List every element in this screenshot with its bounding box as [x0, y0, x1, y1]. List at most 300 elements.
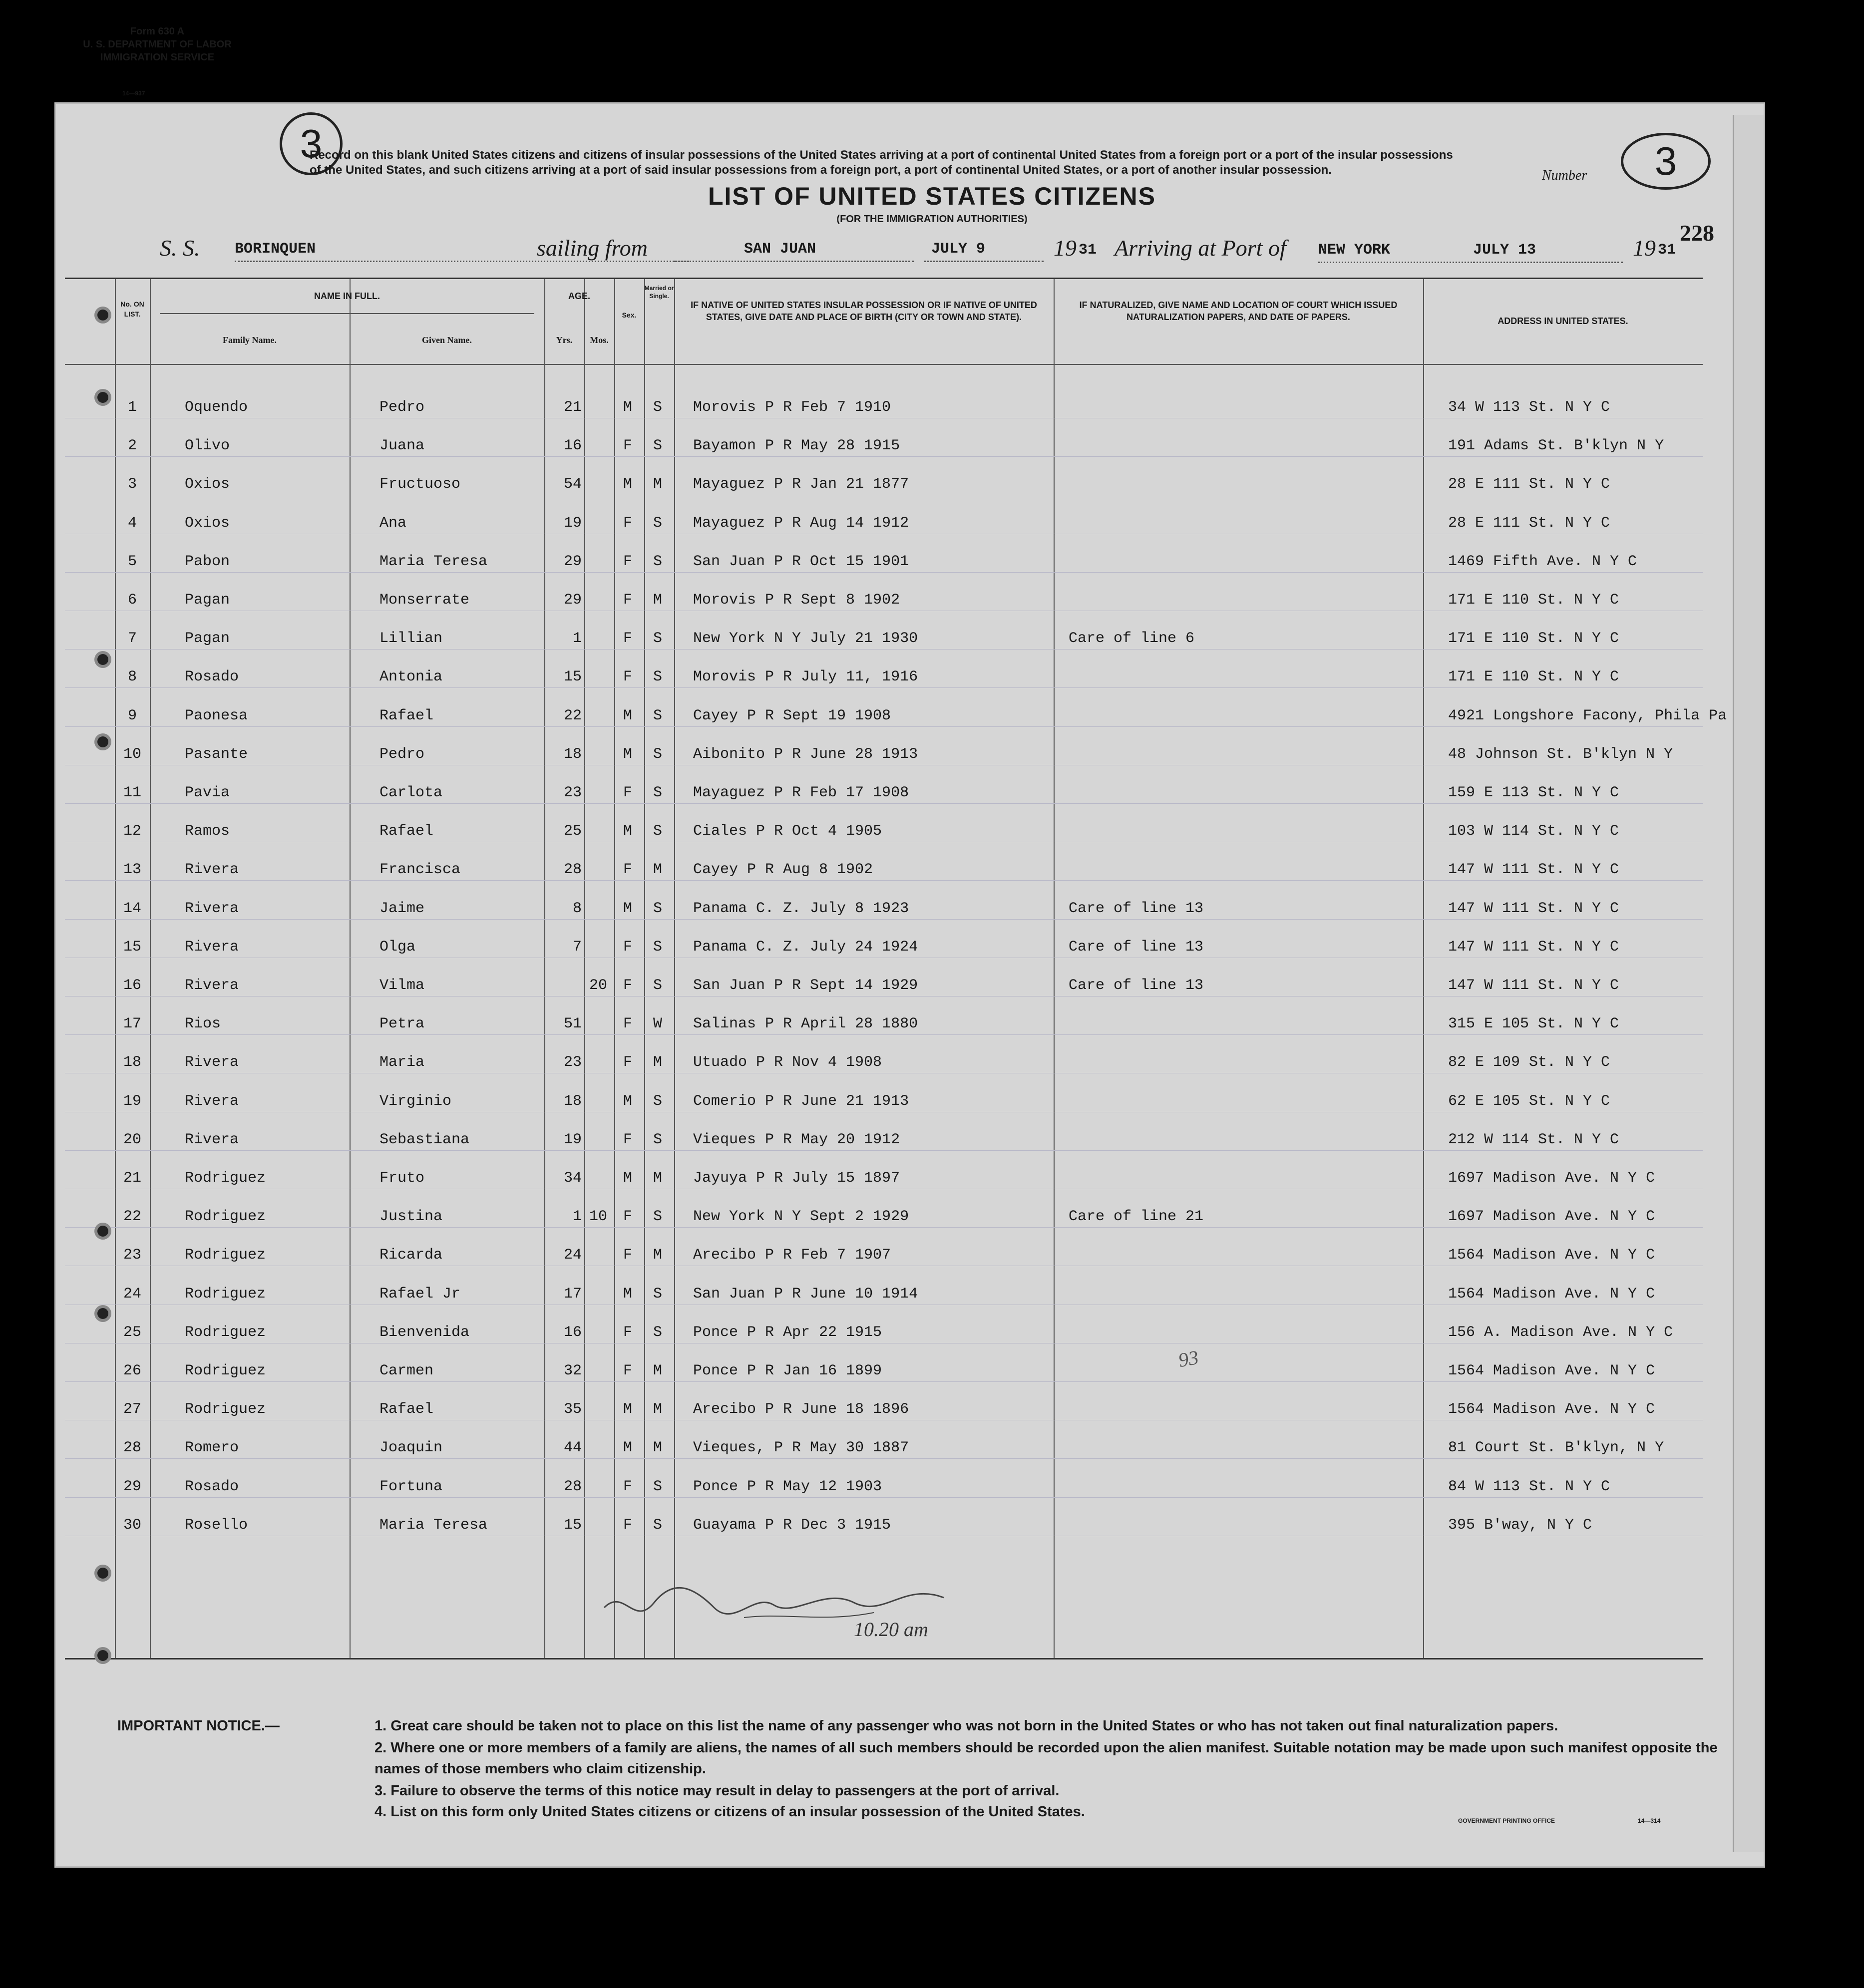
cell-yrs: 32 — [563, 1362, 582, 1379]
cell-sex: F — [623, 592, 633, 609]
printer-line: GOVERNMENT PRINTING OFFICE — [1458, 1817, 1555, 1824]
punch-hole — [97, 1226, 108, 1237]
cell-ms: M — [653, 1362, 663, 1379]
cell-given: Rafael — [379, 1401, 434, 1418]
cell-ms: M — [653, 592, 663, 609]
cell-family: Rivera — [185, 938, 239, 956]
table-row — [65, 630, 1703, 648]
col-family: Family Name. — [223, 335, 277, 345]
cell-ms: W — [653, 1015, 663, 1033]
cell-given: Rafael — [379, 707, 434, 724]
cell-sex: M — [623, 1401, 633, 1418]
cell-sex: M — [623, 900, 633, 917]
punch-hole — [97, 1650, 108, 1661]
cell-yrs: 1 — [572, 1208, 582, 1226]
cell-given: Monserrate — [379, 592, 470, 609]
cell-yrs: 24 — [563, 1247, 582, 1264]
cell-sex: F — [623, 1015, 633, 1033]
col-no: No. ON LIST. — [120, 300, 144, 318]
cell-yrs: 25 — [563, 823, 582, 840]
signature-scribble — [594, 1558, 1004, 1643]
cell-sex: F — [623, 938, 633, 956]
cell-yrs: 35 — [563, 1401, 582, 1418]
record-instructions: Record on this blank United States citizens and citizens of insular possessions of the United States arriving at a port of continental United States from a foreign port or a port of the insular possessions of the United States, and such citizens arriving at a port of said insular possessions from a foreign port, a port of continental United States, or a port of another insular possession. — [310, 148, 1453, 177]
cell-mos: 10 — [589, 1208, 608, 1226]
cell-ms: S — [653, 823, 663, 840]
cell-birth: Guayama P R Dec 3 1915 — [693, 1516, 891, 1534]
cell-no: 26 — [123, 1362, 141, 1379]
cell-given: Maria — [379, 1054, 425, 1071]
cell-sex: F — [623, 1247, 633, 1264]
cell-yrs: 17 — [563, 1285, 582, 1303]
cell-given: Antonia — [379, 668, 443, 686]
cell-sex: F — [623, 553, 633, 570]
cell-no: 25 — [123, 1324, 141, 1341]
cell-addr: 103 W 114 St. N Y C — [1448, 823, 1619, 840]
table-row — [65, 1286, 1703, 1304]
cell-given: Fortuna — [379, 1478, 443, 1495]
cell-addr: 28 E 111 St. N Y C — [1448, 476, 1610, 493]
cell-family: Rodriguez — [185, 1324, 266, 1341]
cell-yrs: 15 — [563, 668, 582, 686]
footer-code: 14—314 — [1638, 1817, 1661, 1824]
table-row — [65, 784, 1703, 802]
cell-no: 4 — [127, 514, 137, 532]
cell-ms: M — [653, 1439, 663, 1457]
cell-family: Rodriguez — [185, 1247, 266, 1264]
cell-yrs: 19 — [563, 514, 582, 532]
cell-addr: 81 Court St. B'klyn, N Y — [1448, 1439, 1664, 1457]
cell-birth: Salinas P R April 28 1880 — [693, 1015, 918, 1033]
form-id-block — [82, 25, 232, 100]
punch-hole — [97, 1308, 108, 1319]
cell-given: Francisca — [379, 861, 461, 879]
cell-ms: S — [653, 668, 663, 686]
notice-label: IMPORTANT NOTICE.— — [117, 1718, 280, 1734]
cell-birth: Mayaguez P R Aug 14 1912 — [693, 514, 909, 532]
col-given: Given Name. — [422, 335, 472, 345]
cell-addr: 1564 Madison Ave. N Y C — [1448, 1247, 1655, 1264]
page-subtitle: (FOR THE IMMIGRATION AUTHORITIES) — [836, 214, 1028, 225]
passenger-table — [65, 278, 1727, 1659]
cell-mos: 20 — [589, 977, 608, 994]
cell-yrs: 22 — [563, 707, 582, 724]
punch-hole — [97, 310, 108, 321]
cell-sex: F — [623, 861, 633, 879]
table-row — [65, 1362, 1703, 1380]
table-row — [65, 437, 1703, 455]
cell-yrs: 19 — [563, 1131, 582, 1148]
cell-given: Joaquin — [379, 1439, 443, 1457]
cell-birth: Cayey P R Aug 8 1902 — [693, 861, 873, 879]
cell-family: Pagan — [185, 592, 230, 609]
cell-given: Fructuoso — [379, 476, 461, 493]
cell-no: 9 — [127, 707, 137, 724]
cell-given: Rafael — [379, 823, 434, 840]
cell-given: Lillian — [379, 630, 443, 648]
table-row — [65, 746, 1703, 764]
table-row — [65, 399, 1703, 417]
cell-yrs: 34 — [563, 1170, 582, 1187]
cell-family: Rivera — [185, 1054, 239, 1071]
form-line: U. S. DEPARTMENT OF LABOR — [83, 39, 232, 50]
ss-label: S. S. — [160, 235, 200, 261]
col-yrs: Yrs. — [556, 335, 573, 345]
voyage-line — [160, 235, 1758, 265]
cell-yrs: 7 — [572, 938, 582, 956]
cell-birth: Vieques P R May 20 1912 — [693, 1131, 900, 1148]
cell-birth: Ciales P R Oct 4 1905 — [693, 823, 882, 840]
cell-ms: S — [653, 1478, 663, 1495]
cell-birth: New York N Y Sept 2 1929 — [693, 1208, 909, 1226]
cell-given: Pedro — [379, 745, 425, 763]
punch-hole — [97, 1568, 108, 1579]
notice-item: 1. Great care should be taken not to place on this list the name of any passenger who was not born in the United States or who has not taken out final naturalization papers. — [374, 1718, 1558, 1734]
form-line: Form 630 A — [130, 26, 185, 37]
left-circled-number: 3 — [280, 112, 343, 175]
notice-item: 2. Where one or more members of a family are aliens, the names of all such members should be recorded upon the alien manifest. Suitable notation may be made upon such manifest opposite the names of those members who claim citizenship. — [374, 1740, 1718, 1777]
cell-no: 22 — [123, 1208, 141, 1226]
col-mos: Mos. — [590, 335, 609, 345]
cell-birth: Utuado P R Nov 4 1908 — [693, 1054, 882, 1071]
cell-ms: S — [653, 1092, 663, 1110]
cell-sex: M — [623, 823, 633, 840]
notice-item: 4. List on this form only United States citizens or citizens of an insular possession of the United States. — [374, 1804, 1085, 1820]
cell-yrs: 1 — [572, 630, 582, 648]
cell-family: Rodriguez — [185, 1362, 266, 1379]
cell-yrs: 21 — [563, 399, 582, 416]
table-row — [65, 1439, 1703, 1457]
table-row — [65, 1131, 1703, 1149]
cell-family: Rodriguez — [185, 1208, 266, 1226]
cell-no: 3 — [127, 476, 137, 493]
arriving-label: Arriving at Port of — [1115, 235, 1286, 261]
table-row — [65, 1015, 1703, 1033]
punch-hole — [97, 736, 108, 747]
cell-birth: Aibonito P R June 28 1913 — [693, 745, 918, 763]
cell-birth: Cayey P R Sept 19 1908 — [693, 707, 891, 724]
form-line: IMMIGRATION SERVICE — [100, 52, 215, 63]
cell-ms: S — [653, 553, 663, 570]
cell-birth: Ponce P R Jan 16 1899 — [693, 1362, 882, 1379]
cell-sex: M — [623, 476, 633, 493]
cell-given: Fruto — [379, 1170, 425, 1187]
page-number: 228 — [1680, 220, 1714, 246]
cell-ms: S — [653, 514, 663, 532]
cell-nat: Care of line 13 — [1069, 938, 1204, 956]
cell-no: 29 — [123, 1478, 141, 1495]
cell-addr: 159 E 113 St. N Y C — [1448, 784, 1619, 801]
cell-no: 18 — [123, 1054, 141, 1071]
col-married: Married or Single. — [644, 285, 674, 300]
cell-no: 28 — [123, 1439, 141, 1457]
cell-addr: 171 E 110 St. N Y C — [1448, 630, 1619, 648]
punch-hole — [97, 392, 108, 403]
cell-no: 21 — [123, 1170, 141, 1187]
cell-given: Bienvenida — [379, 1324, 470, 1341]
notice-item: 3. Failure to observe the terms of this notice may result in delay to passengers at the port of arrival. — [374, 1783, 1060, 1799]
table-row — [65, 1054, 1703, 1072]
cell-birth: Jayuya P R July 15 1897 — [693, 1170, 900, 1187]
cell-no: 8 — [127, 668, 137, 686]
cell-family: Pasante — [185, 745, 248, 763]
cell-addr: 28 E 111 St. N Y C — [1448, 514, 1610, 532]
cell-ms: M — [653, 476, 663, 493]
cell-no: 2 — [127, 437, 137, 455]
cell-ms: M — [653, 861, 663, 879]
cell-sex: F — [623, 630, 633, 648]
cell-addr: 212 W 114 St. N Y C — [1448, 1131, 1619, 1148]
cell-given: Maria Teresa — [379, 1516, 488, 1534]
number-label: Number — [1542, 168, 1587, 183]
cell-birth: Mayaguez P R Feb 17 1908 — [693, 784, 909, 801]
cell-no: 6 — [127, 592, 137, 609]
cell-addr: 48 Johnson St. B'klyn N Y — [1448, 745, 1673, 763]
cell-family: Rosado — [185, 1478, 239, 1495]
cell-given: Maria Teresa — [379, 553, 488, 570]
col-naturalized: IF NATURALIZED, GIVE NAME AND LOCATION OF COURT WHICH ISSUED NATURALIZATION PAPERS, AND DATE OF PAPERS. — [1079, 300, 1398, 322]
cell-family: Rivera — [185, 977, 239, 994]
cell-given: Jaime — [379, 900, 425, 917]
cell-ms: S — [653, 784, 663, 801]
cell-sex: F — [623, 1324, 633, 1341]
cell-family: Romero — [185, 1439, 239, 1457]
table-row — [65, 861, 1703, 879]
cell-family: Olivo — [185, 437, 230, 455]
cell-family: Pavia — [185, 784, 230, 801]
cell-family: Rodriguez — [185, 1170, 266, 1187]
cell-family: Rivera — [185, 861, 239, 879]
cell-no: 16 — [123, 977, 141, 994]
cell-sex: M — [623, 1439, 633, 1457]
cell-yrs: 28 — [563, 1478, 582, 1495]
cell-yrs: 29 — [563, 592, 582, 609]
cell-birth: Comerio P R June 21 1913 — [693, 1092, 909, 1110]
cell-sex: M — [623, 707, 633, 724]
cell-sex: F — [623, 1516, 633, 1534]
cell-no: 19 — [123, 1092, 141, 1110]
form-code: 14—937 — [122, 90, 145, 97]
cell-ms: S — [653, 437, 663, 455]
cell-given: Ricarda — [379, 1247, 443, 1264]
cell-addr: 1469 Fifth Ave. N Y C — [1448, 553, 1637, 570]
depart-year: 31 — [1079, 242, 1097, 259]
cell-sex: F — [623, 1362, 633, 1379]
cell-ms: S — [653, 399, 663, 416]
sailing-label: sailing from — [537, 235, 648, 261]
cell-birth: Morovis P R July 11, 1916 — [693, 668, 918, 686]
cell-given: Olga — [379, 938, 416, 956]
cell-family: Oquendo — [185, 399, 248, 416]
cell-yrs: 23 — [563, 784, 582, 801]
arrive-year: 31 — [1658, 242, 1676, 259]
cell-no: 24 — [123, 1285, 141, 1303]
cell-addr: 1564 Madison Ave. N Y C — [1448, 1401, 1655, 1418]
cell-sex: F — [623, 437, 633, 455]
cell-addr: 4921 Longshore Facony, Phila Pa — [1448, 707, 1727, 724]
year-prefix: 19 — [1054, 235, 1077, 261]
cell-ms: M — [653, 1401, 663, 1418]
table-row — [65, 707, 1727, 725]
table-row — [65, 1401, 1703, 1419]
cell-addr: 315 E 105 St. N Y C — [1448, 1015, 1619, 1033]
cell-no: 5 — [127, 553, 137, 570]
cell-no: 10 — [123, 745, 141, 763]
cell-ms: S — [653, 1131, 663, 1148]
table-row — [65, 1208, 1703, 1226]
cell-given: Vilma — [379, 977, 425, 994]
cell-nat: Care of line 6 — [1069, 630, 1195, 648]
cell-sex: M — [623, 399, 633, 416]
cell-family: Rodriguez — [185, 1401, 266, 1418]
cell-ms: S — [653, 977, 663, 994]
cell-no: 12 — [123, 823, 141, 840]
cell-family: Rosado — [185, 668, 239, 686]
cell-yrs: 16 — [563, 437, 582, 455]
ship-name: BORINQUEN — [235, 241, 316, 258]
table-row — [65, 1093, 1703, 1111]
col-sex: Sex. — [622, 311, 637, 319]
cell-birth: Ponce P R Apr 22 1915 — [693, 1324, 882, 1341]
table-row — [65, 1478, 1703, 1496]
punch-hole — [97, 654, 108, 665]
cell-family: Pabon — [185, 553, 230, 570]
cell-sex: M — [623, 1092, 633, 1110]
to-port: NEW YORK — [1318, 242, 1391, 259]
col-address: ADDRESS IN UNITED STATES. — [1497, 316, 1628, 326]
cell-family: Rodriguez — [185, 1285, 266, 1303]
cell-ms: S — [653, 707, 663, 724]
cell-nat: Care of line 21 — [1069, 1208, 1204, 1226]
cell-birth: Panama C. Z. July 24 1924 — [693, 938, 918, 956]
cell-given: Sebastiana — [379, 1131, 470, 1148]
table-row — [65, 1247, 1703, 1265]
table-row — [65, 592, 1703, 610]
cell-birth: Vieques, P R May 30 1887 — [693, 1439, 909, 1457]
cell-ms: M — [653, 1247, 663, 1264]
cell-birth: Arecibo P R June 18 1896 — [693, 1401, 909, 1418]
cell-addr: 156 A. Madison Ave. N Y C — [1448, 1324, 1673, 1341]
page-title: LIST OF UNITED STATES CITIZENS — [708, 182, 1156, 210]
cell-birth: New York N Y July 21 1930 — [693, 630, 918, 648]
cell-family: Oxios — [185, 514, 230, 532]
cell-sex: F — [623, 1208, 633, 1226]
cell-addr: 82 E 109 St. N Y C — [1448, 1054, 1610, 1071]
table-row — [65, 1517, 1703, 1535]
cell-yrs: 51 — [563, 1015, 582, 1033]
cell-given: Petra — [379, 1015, 425, 1033]
table-row — [65, 668, 1703, 686]
cell-sex: F — [623, 1054, 633, 1071]
cell-given: Justina — [379, 1208, 443, 1226]
cell-sex: F — [623, 784, 633, 801]
cell-no: 7 — [127, 630, 137, 648]
cell-addr: 147 W 111 St. N Y C — [1448, 977, 1619, 994]
year-prefix-2: 19 — [1633, 235, 1656, 261]
cell-no: 20 — [123, 1131, 141, 1148]
cell-birth: Morovis P R Sept 8 1902 — [693, 592, 900, 609]
cell-ms: S — [653, 1324, 663, 1341]
cell-no: 13 — [123, 861, 141, 879]
cell-birth: San Juan P R Oct 15 1901 — [693, 553, 909, 570]
cell-sex: F — [623, 977, 633, 994]
cell-addr: 34 W 113 St. N Y C — [1448, 399, 1610, 416]
cell-addr: 395 B'way, N Y C — [1448, 1516, 1592, 1534]
cell-yrs: 18 — [563, 1092, 582, 1110]
table-row — [65, 977, 1703, 995]
cell-addr: 171 E 110 St. N Y C — [1448, 592, 1619, 609]
cell-ms: M — [653, 1170, 663, 1187]
cell-family: Ramos — [185, 823, 230, 840]
cell-no: 15 — [123, 938, 141, 956]
col-birth: IF NATIVE OF UNITED STATES INSULAR POSSESSION OR IF NATIVE OF UNITED STATES, GIVE DATE AND PLACE OF BIRTH (CITY OR TOWN AND STATE). — [691, 300, 1037, 322]
passenger-rows — [65, 279, 1727, 1658]
cell-addr: 1564 Madison Ave. N Y C — [1448, 1285, 1655, 1303]
table-row — [65, 553, 1703, 571]
cell-sex: M — [623, 1285, 633, 1303]
cell-sex: M — [623, 745, 633, 763]
right-circled-number: 3 — [1621, 133, 1711, 190]
cell-sex: F — [623, 1131, 633, 1148]
inspector-signature — [594, 1558, 1004, 1645]
cell-family: Rosello — [185, 1516, 248, 1534]
cell-yrs: 28 — [563, 861, 582, 879]
arrive-date: JULY 13 — [1473, 242, 1536, 259]
cell-addr: 147 W 111 St. N Y C — [1448, 900, 1619, 917]
signature-time: 10.20 am — [854, 1618, 928, 1641]
cell-birth: Ponce P R May 12 1903 — [693, 1478, 882, 1495]
cell-ms: S — [653, 938, 663, 956]
margin-number: 93 — [1176, 1345, 1200, 1372]
cell-yrs: 44 — [563, 1439, 582, 1457]
cell-yrs: 16 — [563, 1324, 582, 1341]
cell-birth: Bayamon P R May 28 1915 — [693, 437, 900, 455]
cell-yrs: 29 — [563, 553, 582, 570]
cell-ms: S — [653, 1285, 663, 1303]
cell-yrs: 15 — [563, 1516, 582, 1534]
cell-ms: S — [653, 900, 663, 917]
cell-yrs: 18 — [563, 745, 582, 763]
cell-yrs: 23 — [563, 1054, 582, 1071]
col-age: AGE. — [568, 291, 590, 301]
cell-given: Ana — [379, 514, 407, 532]
cell-given: Juana — [379, 437, 425, 455]
cell-no: 27 — [123, 1401, 141, 1418]
cell-ms: M — [653, 1054, 663, 1071]
table-row — [65, 823, 1703, 841]
cell-sex: F — [623, 1478, 633, 1495]
table-row — [65, 515, 1703, 533]
cell-yrs: 8 — [572, 900, 582, 917]
cell-family: Rivera — [185, 1092, 239, 1110]
cell-sex: M — [623, 1170, 633, 1187]
cell-family: Rivera — [185, 1131, 239, 1148]
cell-family: Oxios — [185, 476, 230, 493]
cell-given: Pedro — [379, 399, 425, 416]
cell-family: Pagan — [185, 630, 230, 648]
cell-family: Rivera — [185, 900, 239, 917]
cell-addr: 147 W 111 St. N Y C — [1448, 938, 1619, 956]
cell-no: 17 — [123, 1015, 141, 1033]
cell-nat: Care of line 13 — [1069, 900, 1204, 917]
cell-ms: S — [653, 1516, 663, 1534]
cell-ms: S — [653, 1208, 663, 1226]
cell-birth: Mayaguez P R Jan 21 1877 — [693, 476, 909, 493]
cell-birth: Panama C. Z. July 8 1923 — [693, 900, 909, 917]
cell-birth: Morovis P R Feb 7 1910 — [693, 399, 891, 416]
cell-birth: Arecibo P R Feb 7 1907 — [693, 1247, 891, 1264]
cell-ms: S — [653, 745, 663, 763]
